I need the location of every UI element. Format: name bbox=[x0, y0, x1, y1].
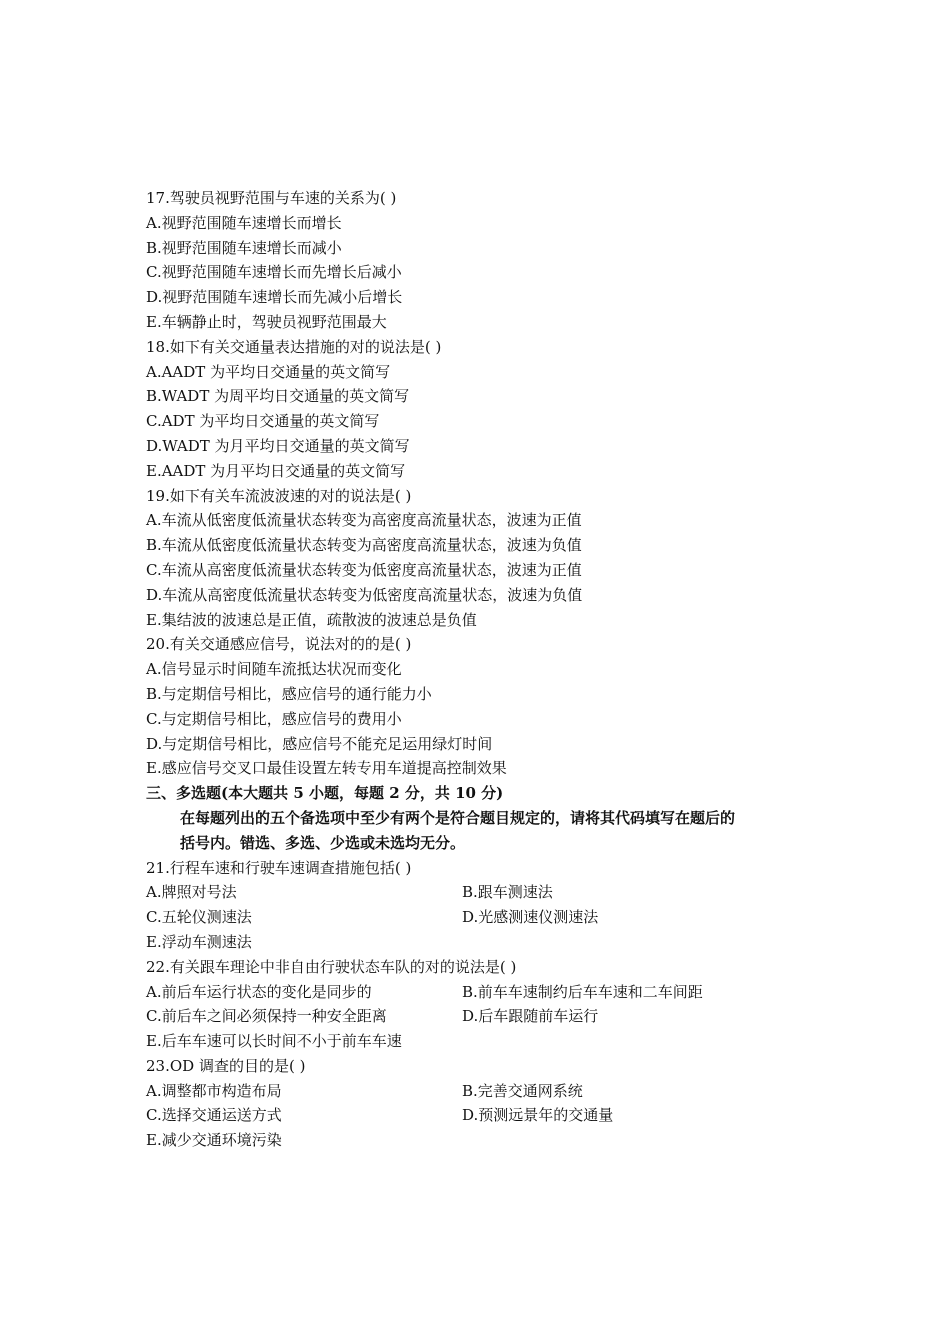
option-e: E.车辆静止时，驾驶员视野范围最大 bbox=[146, 312, 387, 331]
option-a: A.调整都市构造布局 bbox=[146, 1081, 282, 1100]
option-d: D.车流从高密度低流量状态转变为低密度高流量状态，波速为负值 bbox=[146, 585, 583, 604]
option-e: E.浮动车测速法 bbox=[146, 932, 252, 951]
option-d: D.WADT 为月平均日交通量的英文简写 bbox=[146, 436, 410, 455]
option-b: B.视野范围随车速增长而减小 bbox=[146, 238, 342, 257]
option-b: B.车流从低密度低流量状态转变为高密度高流量状态，波速为负值 bbox=[146, 536, 582, 555]
option-e: E.集结波的波速总是正值，疏散波的波速总是负值 bbox=[146, 610, 477, 629]
question-stem: 18.如下有关交通量表达措施的对的说法是( ) bbox=[146, 337, 442, 356]
section-heading: 三、多选题(本大题共 5 小题，每题 2 分，共 10 分) bbox=[146, 784, 504, 803]
question-stem: 17.驾驶员视野范围与车速的关系为( ) bbox=[146, 189, 397, 207]
question-19 bbox=[146, 484, 826, 633]
option-row bbox=[146, 880, 826, 905]
option-d: D.预测远景年的交通量 bbox=[462, 1106, 614, 1125]
option-row bbox=[146, 980, 826, 1005]
section-instructions-2: 括号内。错选、多选、少选或未选均无分。 bbox=[180, 833, 466, 852]
option-d: D.与定期信号相比，感应信号不能充足运用绿灯时间 bbox=[146, 734, 493, 753]
option-a: A.车流从低密度低流量状态转变为高密度高流量状态，波速为正值 bbox=[146, 511, 582, 530]
option-b: B.前车车速制约后车车速和二车间距 bbox=[462, 982, 703, 1001]
question-21 bbox=[146, 856, 826, 955]
question-23 bbox=[146, 1054, 826, 1153]
question-stem: 22.有关跟车理论中非自由行驶状态车队的对的说法是( ) bbox=[146, 957, 517, 976]
option-row bbox=[146, 1079, 826, 1104]
option-c: C.ADT 为平均日交通量的英文简写 bbox=[146, 412, 380, 431]
option-b: B.完善交通网系统 bbox=[462, 1081, 583, 1100]
option-e: E.后车车速可以长时间不小于前车车速 bbox=[146, 1032, 402, 1051]
option-a: A.视野范围随车速增长而增长 bbox=[146, 213, 342, 232]
question-stem: 23.OD 调查的目的是( ) bbox=[146, 1056, 306, 1075]
option-b: B.与定期信号相比，感应信号的通行能力小 bbox=[146, 684, 432, 703]
exam-content bbox=[146, 186, 826, 1153]
option-e: E.感应信号交叉口最佳设置左转专用车道提高控制效果 bbox=[146, 759, 507, 778]
option-d: D.光感测速仪测速法 bbox=[462, 908, 599, 927]
question-stem: 20.有关交通感应信号，说法对的的是( ) bbox=[146, 635, 412, 654]
option-e: E.减少交通环境污染 bbox=[146, 1131, 282, 1150]
option-a: A.牌照对号法 bbox=[146, 883, 237, 902]
section-3 bbox=[146, 781, 826, 855]
option-c: C.五轮仪测速法 bbox=[146, 908, 252, 927]
option-c: C.视野范围随车速增长而先增长后减小 bbox=[146, 263, 402, 282]
option-c: C.前后车之间必须保持一种安全距离 bbox=[146, 1007, 387, 1026]
option-c: C.车流从高密度低流量状态转变为低密度高流量状态，波速为正值 bbox=[146, 560, 582, 579]
option-d: D.后车跟随前车运行 bbox=[462, 1007, 599, 1026]
option-c: C.与定期信号相比，感应信号的费用小 bbox=[146, 709, 402, 728]
question-stem: 21.行程车速和行驶车速调查措施包括( ) bbox=[146, 858, 412, 877]
option-e: E.AADT 为月平均日交通量的英文简写 bbox=[146, 461, 406, 480]
question-17 bbox=[146, 186, 826, 335]
option-a: A.前后车运行状态的变化是同步的 bbox=[146, 982, 372, 1001]
question-22 bbox=[146, 955, 826, 1054]
option-b: B.WADT 为周平均日交通量的英文简写 bbox=[146, 387, 410, 406]
option-row bbox=[146, 1103, 826, 1128]
option-a: A.AADT 为平均日交通量的英文简写 bbox=[146, 362, 391, 381]
question-20 bbox=[146, 632, 826, 781]
option-row bbox=[146, 1004, 826, 1029]
question-18 bbox=[146, 335, 826, 484]
section-instructions-1: 在每题列出的五个备选项中至少有两个是符合题目规定的，请将其代码填写在题后的 bbox=[180, 808, 736, 827]
option-d: D.视野范围随车速增长而先减小后增长 bbox=[146, 288, 403, 307]
option-a: A.信号显示时间随车流抵达状况而变化 bbox=[146, 660, 402, 679]
option-b: B.跟车测速法 bbox=[462, 883, 553, 902]
option-row bbox=[146, 905, 826, 930]
option-c: C.选择交通运送方式 bbox=[146, 1106, 282, 1125]
question-stem: 19.如下有关车流波波速的对的说法是( ) bbox=[146, 486, 412, 505]
